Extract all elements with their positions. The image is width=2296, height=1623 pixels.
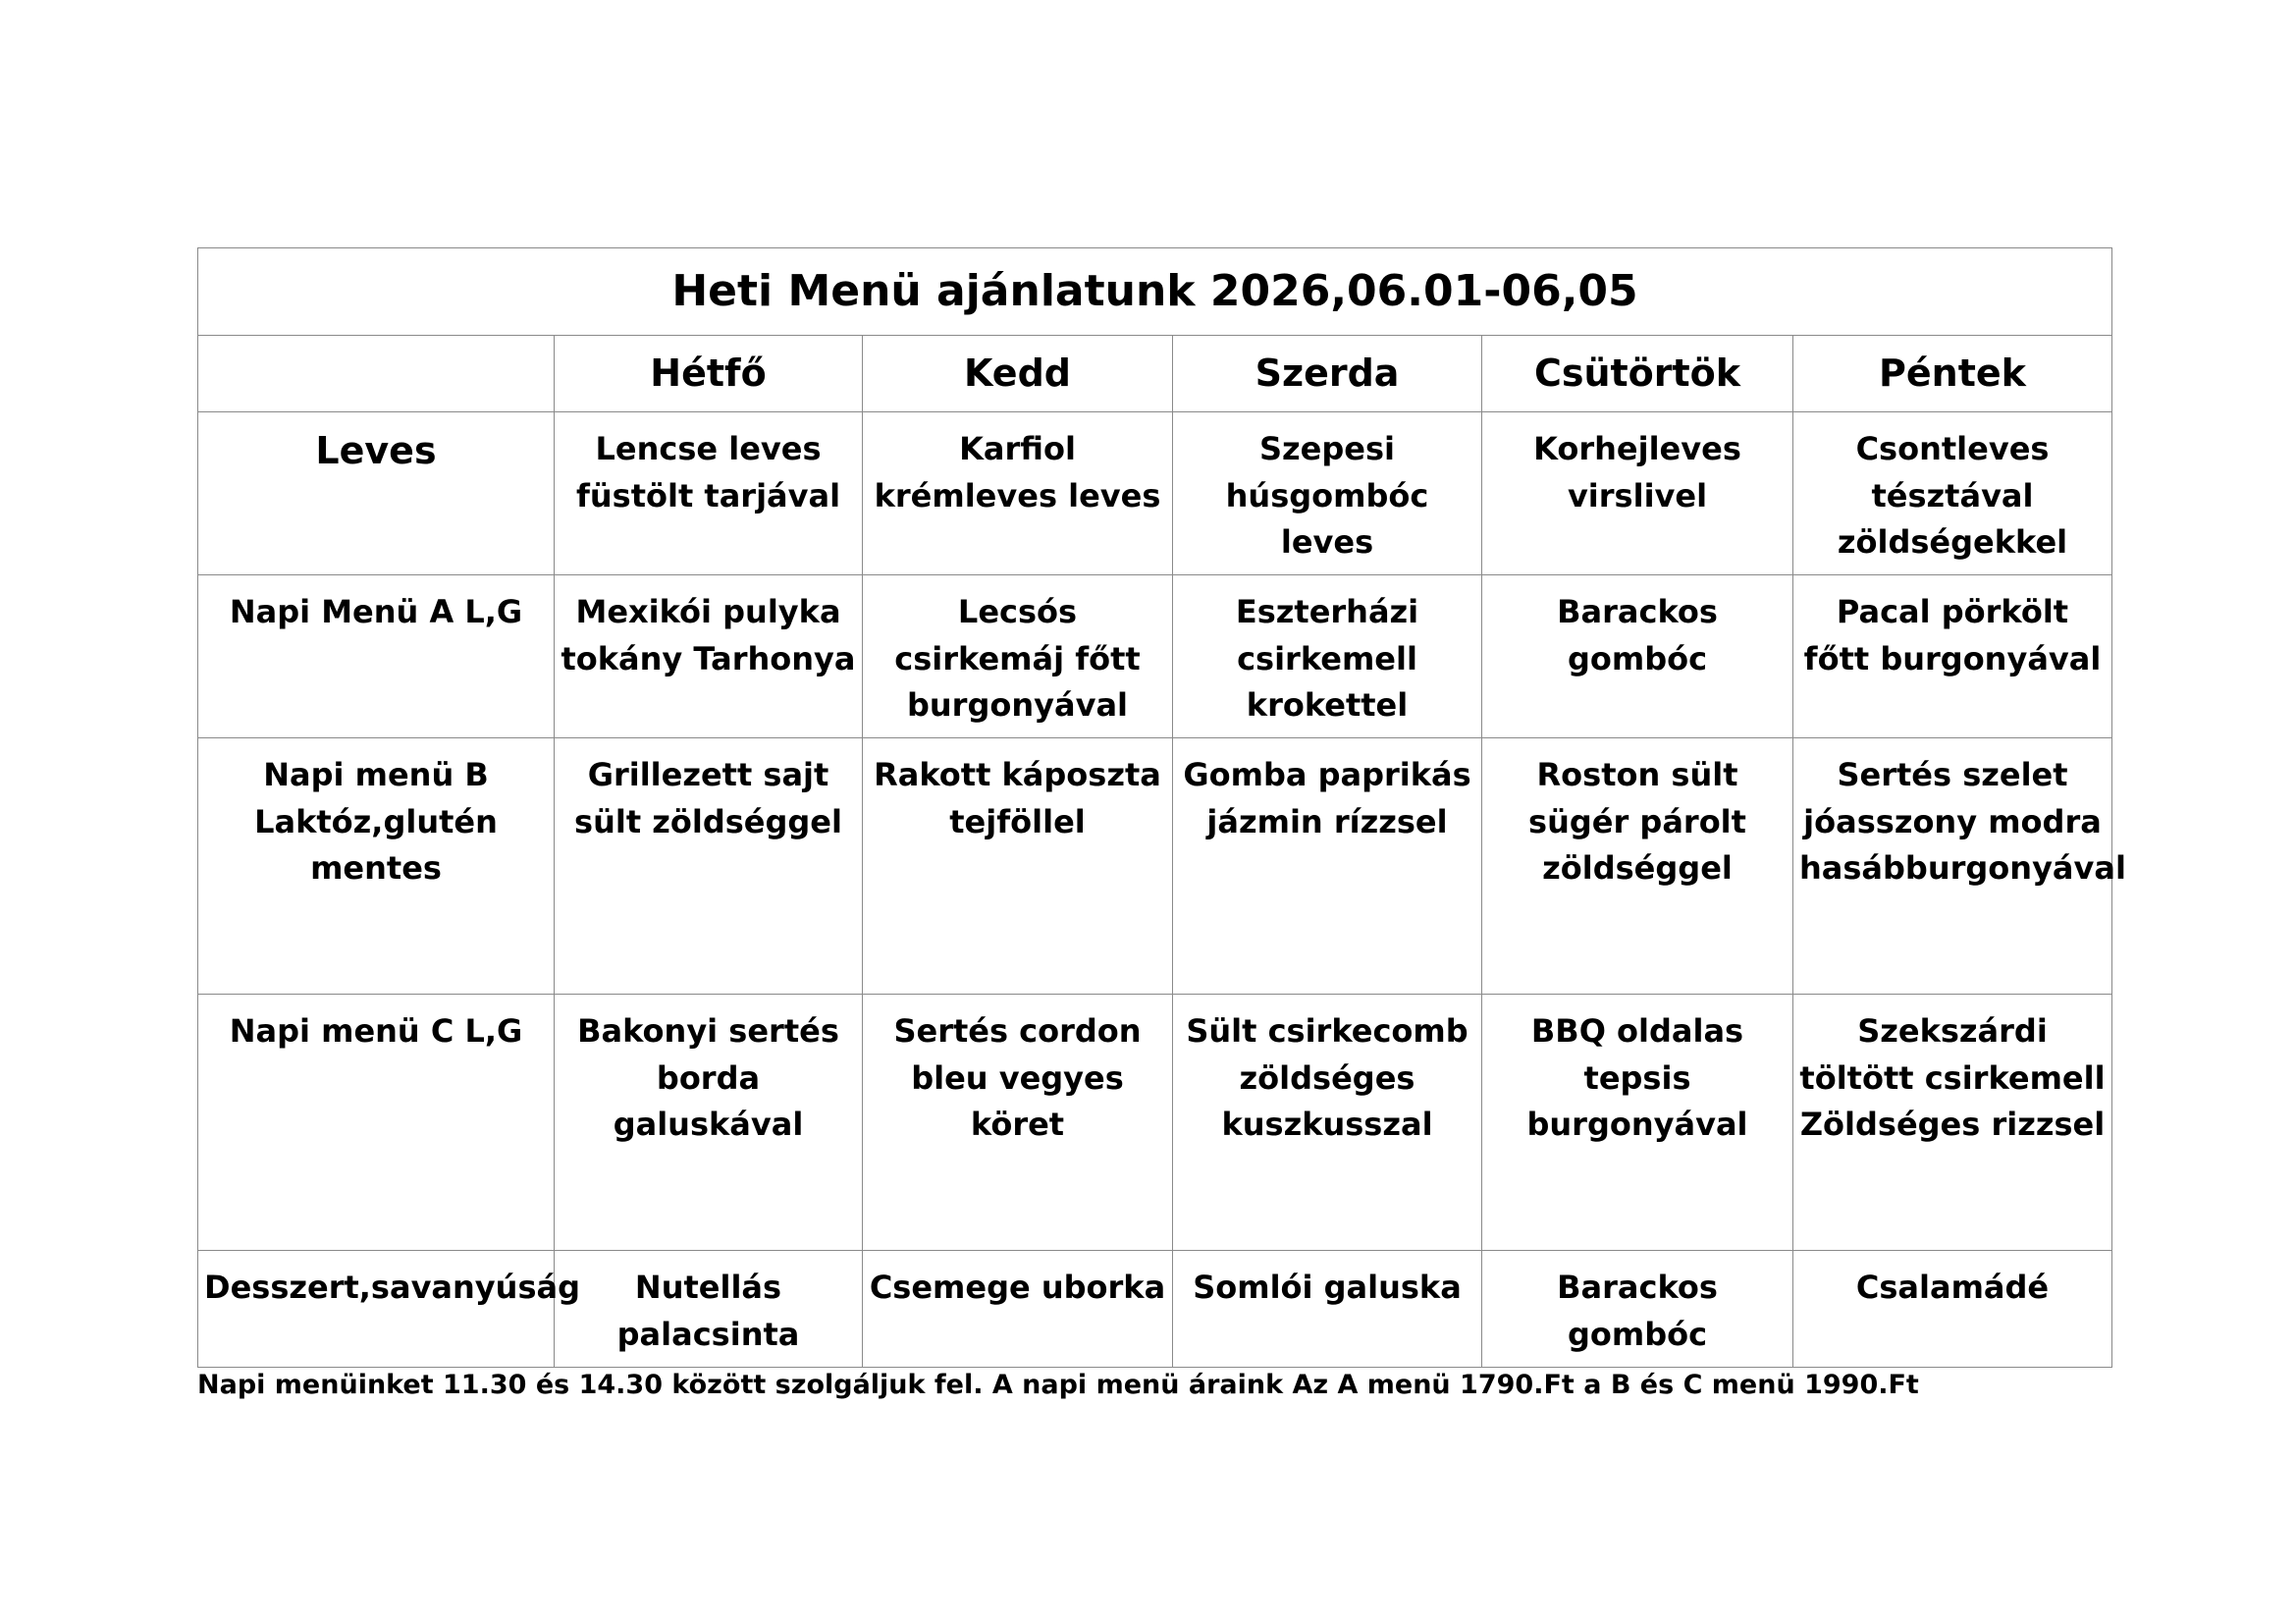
menu-cell: Eszterházi csirkemell krokettel	[1173, 575, 1482, 738]
menu-cell: Szekszárdi töltött csirkemell Zöldséges rizzsel	[1793, 995, 2112, 1251]
menu-row-soup	[198, 412, 2112, 575]
day-header-thursday: Csütörtök	[1482, 336, 1793, 412]
row-label: Desszert,savanyúság	[198, 1251, 555, 1368]
menu-row-b	[198, 738, 2112, 995]
row-label: Napi menü B Laktóz,glutén mentes	[198, 738, 555, 995]
menu-cell: Gomba paprikás jázmin rízzsel	[1173, 738, 1482, 995]
menu-title: Heti Menü ajánlatunk 2026,06.01-06,05	[198, 248, 2112, 336]
menu-cell: Pacal pörkölt főtt burgonyával	[1793, 575, 2112, 738]
menu-cell: Barackos gombóc	[1482, 1251, 1793, 1368]
menu-cell: Bakonyi sertés borda galuskával	[555, 995, 863, 1251]
menu-cell: Lencse leves füstölt tarjával	[555, 412, 863, 575]
menu-cell: Somlói galuska	[1173, 1251, 1482, 1368]
menu-cell: Korhejleves virslivel	[1482, 412, 1793, 575]
day-header-tuesday: Kedd	[863, 336, 1173, 412]
menu-cell: Sertés cordon bleu vegyes köret	[863, 995, 1173, 1251]
serving-hours-note: Napi menüinket 11.30 és 14.30 között szolgáljuk fel. A napi menü áraink Az A menü 1790.Ft a B és C menü 1990.Ft	[197, 1370, 1919, 1400]
menu-cell: Grillezett sajt sült zöldséggel	[555, 738, 863, 995]
menu-cell: Csemege uborka	[863, 1251, 1173, 1368]
menu-cell: Karfiol krémleves leves	[863, 412, 1173, 575]
menu-cell: Roston sült sügér párolt zöldséggel	[1482, 738, 1793, 995]
menu-cell: Nutellás palacsinta	[555, 1251, 863, 1368]
row-label: Napi menü C L,G	[198, 995, 555, 1251]
menu-cell: Barackos gombóc	[1482, 575, 1793, 738]
menu-cell: Sertés szelet jóasszony modra hasábburgonyával	[1793, 738, 2112, 995]
day-header-friday: Péntek	[1793, 336, 2112, 412]
menu-cell: BBQ oldalas tepsis burgonyával	[1482, 995, 1793, 1251]
menu-cell: Mexikói pulyka tokány Tarhonya	[555, 575, 863, 738]
menu-cell: Sült csirkecomb zöldséges kuszkusszal	[1173, 995, 1482, 1251]
title-row	[198, 248, 2112, 336]
row-label: Napi Menü A L,G	[198, 575, 555, 738]
menu-cell: Szepesi húsgombóc leves	[1173, 412, 1482, 575]
menu-row-c	[198, 995, 2112, 1251]
menu-row-dessert	[198, 1251, 2112, 1368]
weekly-menu-table	[197, 247, 2126, 1368]
menu-cell: Lecsós csirkemáj főtt burgonyával	[863, 575, 1173, 738]
day-header-monday: Hétfő	[555, 336, 863, 412]
day-header-row	[198, 336, 2112, 412]
menu-cell: Rakott káposzta tejföllel	[863, 738, 1173, 995]
row-label: Leves	[198, 412, 555, 575]
menu-row-a	[198, 575, 2112, 738]
menu-cell: Csalamádé	[1793, 1251, 2112, 1368]
corner-cell	[198, 336, 555, 412]
day-header-wednesday: Szerda	[1173, 336, 1482, 412]
menu-cell: Csontleves tésztával zöldségekkel	[1793, 412, 2112, 575]
